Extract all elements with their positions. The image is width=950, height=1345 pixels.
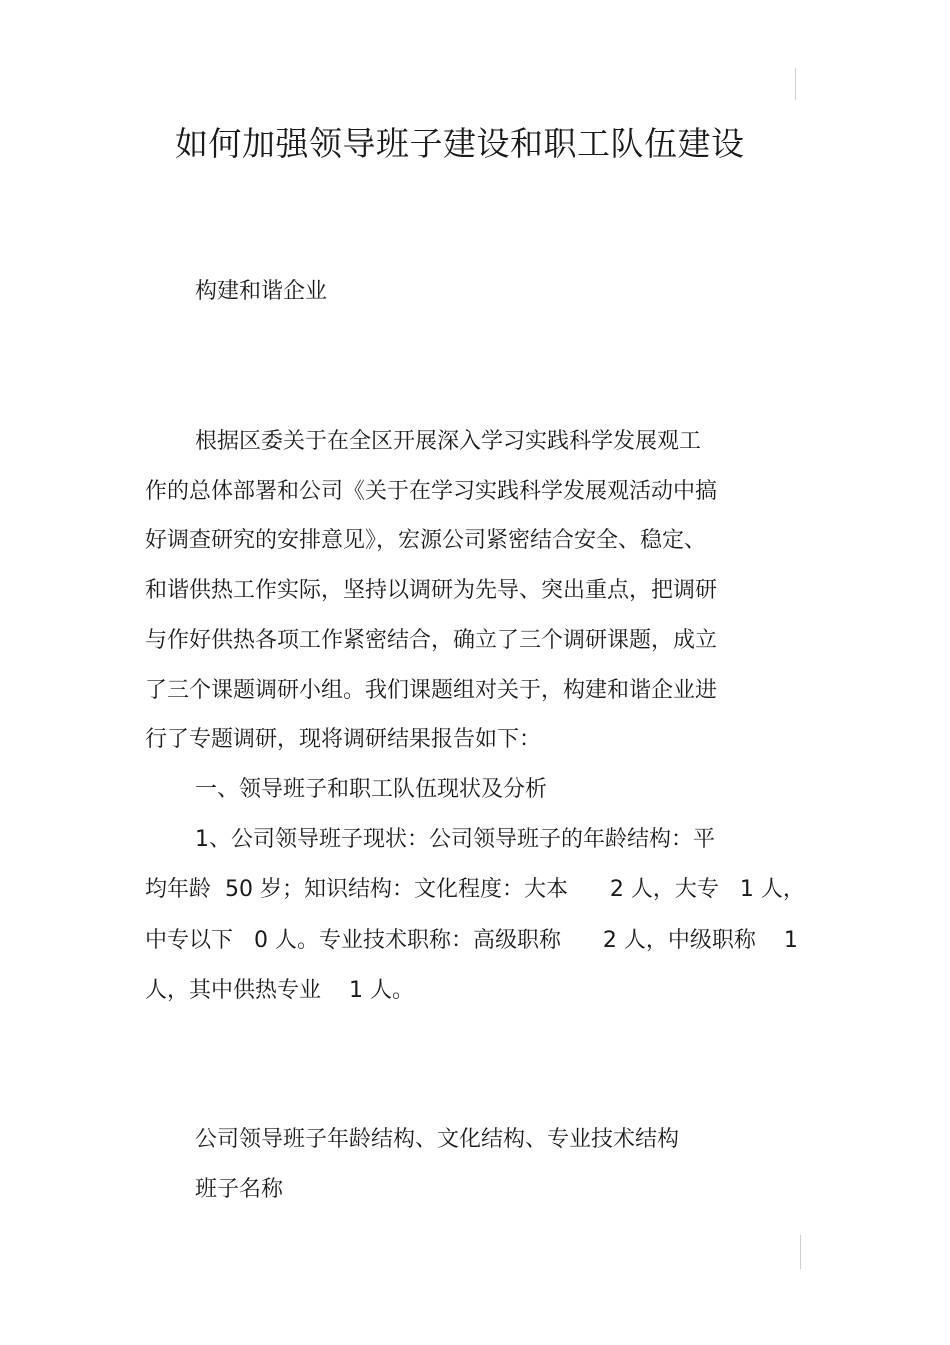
paragraph2-line-2: 均年龄 50 岁；知识结构：文化程度：大本 2 人，大专 1 人， (145, 877, 805, 902)
paragraph1-line-1: 根据区委关于在全区开展深入学习实践科学发展观工 (195, 429, 702, 454)
paragraph1-line-5: 与作好供热各项工作紧密结合，确立了三个调研课题，成立 (145, 628, 718, 653)
paragraph2-line-4: 人，其中供热专业 1 人。 (145, 978, 414, 1003)
paragraph1-line-3: 好调查研究的安排意见》，宏源公司紧密结合安全、稳定、 (145, 528, 707, 553)
page-edge-marker-bottom (800, 1235, 801, 1269)
paragraph1-line-4: 和谐供热工作实际，坚持以调研为先导、突出重点，把调研 (145, 578, 718, 603)
document-title: 如何加强领导班子建设和职工队伍建设 (175, 124, 745, 163)
document-subtitle: 构建和谐企业 (195, 279, 328, 304)
table-header-first: 班子名称 (195, 1177, 284, 1202)
paragraph1-line-2: 作的总体部署和公司《关于在学习实践科学发展观活动中搞 (145, 479, 718, 504)
paragraph1-line-7: 行了专题调研，现将调研结果报告如下： (145, 727, 542, 752)
paragraph1-line-6: 了三个课题调研小组。我们课题组对关于，构建和谐企业进 (145, 678, 718, 703)
table-caption: 公司领导班子年龄结构、文化结构、专业技术结构 (195, 1127, 680, 1152)
section-heading: 一、领导班子和职工队伍现状及分析 (195, 777, 548, 802)
paragraph2-line-3: 中专以下 0 人。专业技术职称：高级职称 2 人，中级职称 1 (145, 928, 798, 953)
paragraph2-line-1: 1、公司领导班子现状：公司领导班子的年龄结构：平 (195, 827, 715, 852)
page-edge-marker-top (795, 68, 796, 100)
